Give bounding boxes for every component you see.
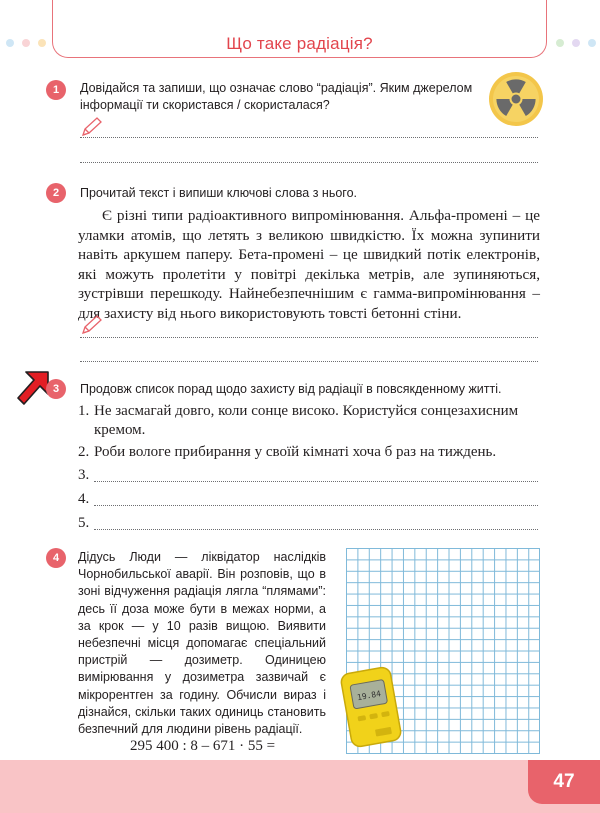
blank-item-number: 5. [78,515,90,531]
footer-band [0,760,600,813]
radiation-icon [487,70,545,128]
list-item-text: Роби вологе прибирання у своїй кімнаті хоча б раз на тиждень. [94,444,497,460]
task-number-2: 2 [46,183,66,203]
task3-instruction: Продовж список порад щодо захисту від радіації в повсякденному житті. [80,382,502,396]
task-number-1: 1 [46,80,66,100]
answer-line[interactable] [80,361,538,362]
answer-line[interactable] [80,162,538,163]
decor-dot [22,39,30,47]
task4-text: Дідусь Люди — ліквідатор наслідків Чорнобильської аварії. Він розповів, що в зоні відчуження радіація лягла “плямами”: десь її доза може бути в межах норми, а за крок — у 10 разів вищою. Виявити небезпечні місця допомагає спеціальний пристрій — дозиметр. Одиницею вимірювання у дозиметра зазвичай є мікрорентген за годину. Обчисли вираз і дізнайся, скільки таких одиниць становить безпечний для людини рівень радіації. [78,550,326,737]
blank-item-number: 3. [78,467,90,483]
task2-instruction: Прочитай текст і випиши ключові слова з нього. [80,186,358,200]
dosimeter-icon [338,660,408,750]
answer-line[interactable] [94,505,538,506]
list-item-number: 1. [78,403,90,419]
answer-line[interactable] [94,481,538,482]
list-item-text: Не засмагай довго, коли сонце високо. Користуйся сонцезахисним [94,403,519,419]
answer-line[interactable] [94,529,538,530]
task1-line2: інформації ти скористався / скористалася? [80,98,330,112]
task1-text [80,80,472,114]
pencil-icon [80,116,104,138]
blank-item-number: 4. [78,491,90,507]
decor-dot [572,39,580,47]
task1-line1: Довідайся та запиши, що означає слово “радіація”. Яким джерелом [80,81,473,95]
list-item [78,443,496,462]
list-item [78,402,518,440]
page-number: 47 [528,760,600,804]
answer-line[interactable] [80,137,538,138]
page-title: Що таке радіація? [226,34,373,53]
decor-dot [38,39,46,47]
decor-dot [6,39,14,47]
pencil-icon [80,314,104,336]
task-number-4: 4 [46,548,66,568]
decor-dot [588,39,596,47]
decor-dot [556,39,564,47]
list-item-number: 2. [78,444,90,460]
task-number-3: 3 [46,379,66,399]
reading-text: Є різні типи радіоактивного випромінювання. Альфа-промені – це уламки атомів, що летять з великою швидкістю. Їх можна зупинити навіть аркушем паперу. Бета-промені – це швидкий потік електронів, які можуть пролетіти у повітрі декілька метрів, але зупиняються, зустрівши перешкоду. Найнебезпечнішим є гамма-випромінювання – для захисту від нього використовують товсті бетонні стіни. [78,207,540,322]
math-expression: 295 400 : 8 – 671 · 55 = [130,738,276,754]
dosimeter-screen: 19.84 [356,689,382,703]
answer-line[interactable] [80,337,538,338]
list-item-text: кремом. [94,422,146,438]
